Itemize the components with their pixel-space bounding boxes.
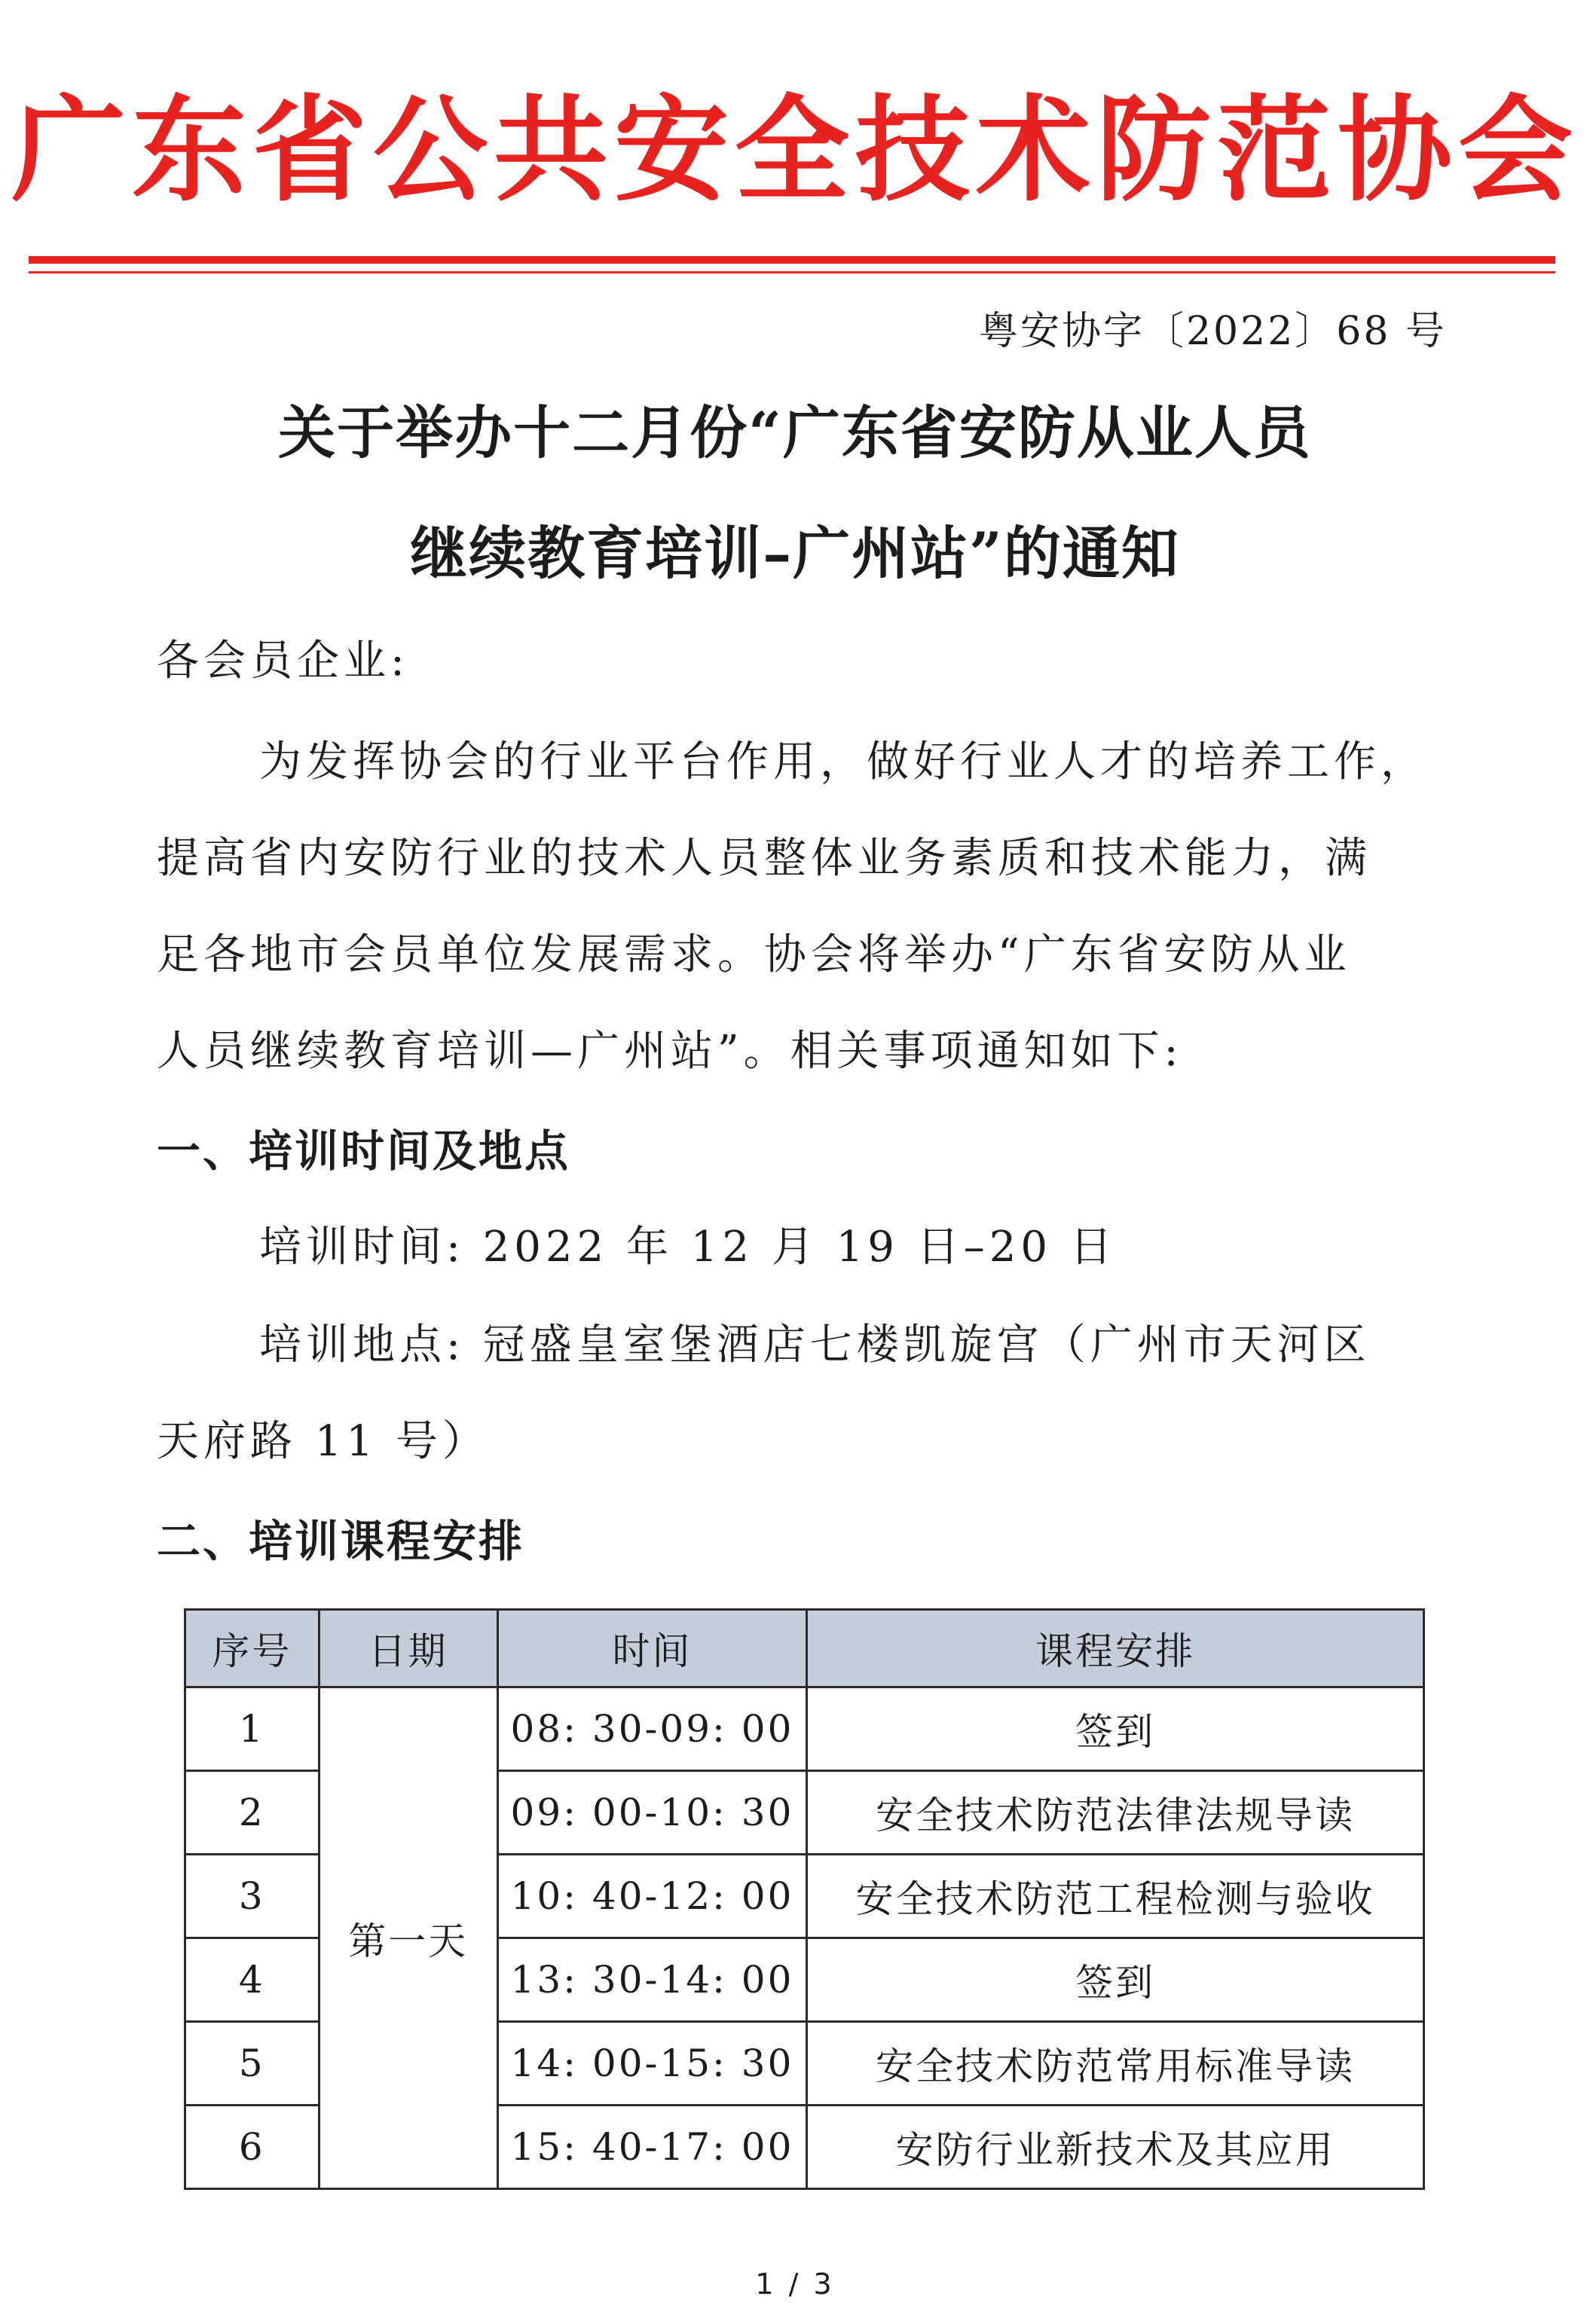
intro-line-4: 人员继续教育培训—广州站”。相关事项通知如下: bbox=[157, 1027, 1183, 1076]
intro-line-3: 足各地市会员单位发展需求。协会将举办“广东省安防从业 bbox=[157, 930, 1351, 979]
letterhead-rule-thin bbox=[29, 271, 1555, 273]
row-time: 10: 40-12: 00 bbox=[497, 1855, 807, 1938]
training-time: 培训时间: 2022 年 12 月 19 日–20 日 bbox=[259, 1223, 1117, 1272]
training-place-line-2: 天府路 11 号） bbox=[157, 1417, 489, 1466]
row-no: 3 bbox=[185, 1855, 320, 1938]
section-heading-schedule: 二、培训课程安排 bbox=[157, 1516, 525, 1567]
row-course: 安防行业新技术及其应用 bbox=[807, 2106, 1424, 2189]
table-header-row bbox=[185, 1610, 1424, 1687]
letterhead-title: 广东省公共安全技术防范协会 bbox=[11, 84, 1579, 217]
notice-title-line-2: 继续教育培训–广州站”的通知 bbox=[410, 520, 1180, 587]
letterhead-rule-thick bbox=[29, 256, 1555, 264]
page-number: 1 / 3 bbox=[755, 2268, 835, 2301]
row-course: 签到 bbox=[807, 1687, 1424, 1771]
row-course: 安全技术防范法律法规导读 bbox=[807, 1771, 1424, 1855]
row-time: 08: 30-09: 00 bbox=[497, 1687, 807, 1771]
table-row bbox=[185, 1687, 1424, 1771]
salutation: 各会员企业: bbox=[157, 637, 409, 686]
row-no: 2 bbox=[185, 1771, 320, 1855]
row-time: 14: 00-15: 30 bbox=[497, 2022, 807, 2106]
row-time: 13: 30-14: 00 bbox=[497, 1938, 807, 2022]
header-date: 日期 bbox=[319, 1610, 497, 1687]
row-no: 4 bbox=[185, 1938, 320, 2022]
row-course: 安全技术防范常用标准导读 bbox=[807, 2022, 1424, 2106]
header-time: 时间 bbox=[497, 1610, 807, 1687]
header-no: 序号 bbox=[185, 1610, 320, 1687]
row-no: 5 bbox=[185, 2022, 320, 2106]
row-no: 1 bbox=[185, 1687, 320, 1771]
row-time: 09: 00-10: 30 bbox=[497, 1771, 807, 1855]
section-heading-time-place: 一、培训时间及地点 bbox=[157, 1125, 571, 1177]
course-schedule-table bbox=[184, 1608, 1425, 2190]
header-course: 课程安排 bbox=[807, 1610, 1424, 1687]
row-no: 6 bbox=[185, 2106, 320, 2189]
row-time: 15: 40-17: 00 bbox=[497, 2106, 807, 2189]
document-number: 粤安协字〔2022〕68 号 bbox=[978, 309, 1447, 354]
training-place-line-1: 培训地点: 冠盛皇室堡酒店七楼凯旋宫（广州市天河区 bbox=[259, 1321, 1371, 1370]
intro-line-2: 提高省内安防行业的技术人员整体业务素质和技术能力，满 bbox=[157, 834, 1371, 883]
intro-line-1: 为发挥协会的行业平台作用，做好行业人才的培养工作， bbox=[259, 738, 1427, 786]
notice-title-line-1: 关于举办十二月份“广东省安防从业人员 bbox=[278, 399, 1312, 466]
day-cell: 第一天 bbox=[319, 1687, 497, 2189]
row-course: 安全技术防范工程检测与验收 bbox=[807, 1855, 1424, 1938]
row-course: 签到 bbox=[807, 1938, 1424, 2022]
